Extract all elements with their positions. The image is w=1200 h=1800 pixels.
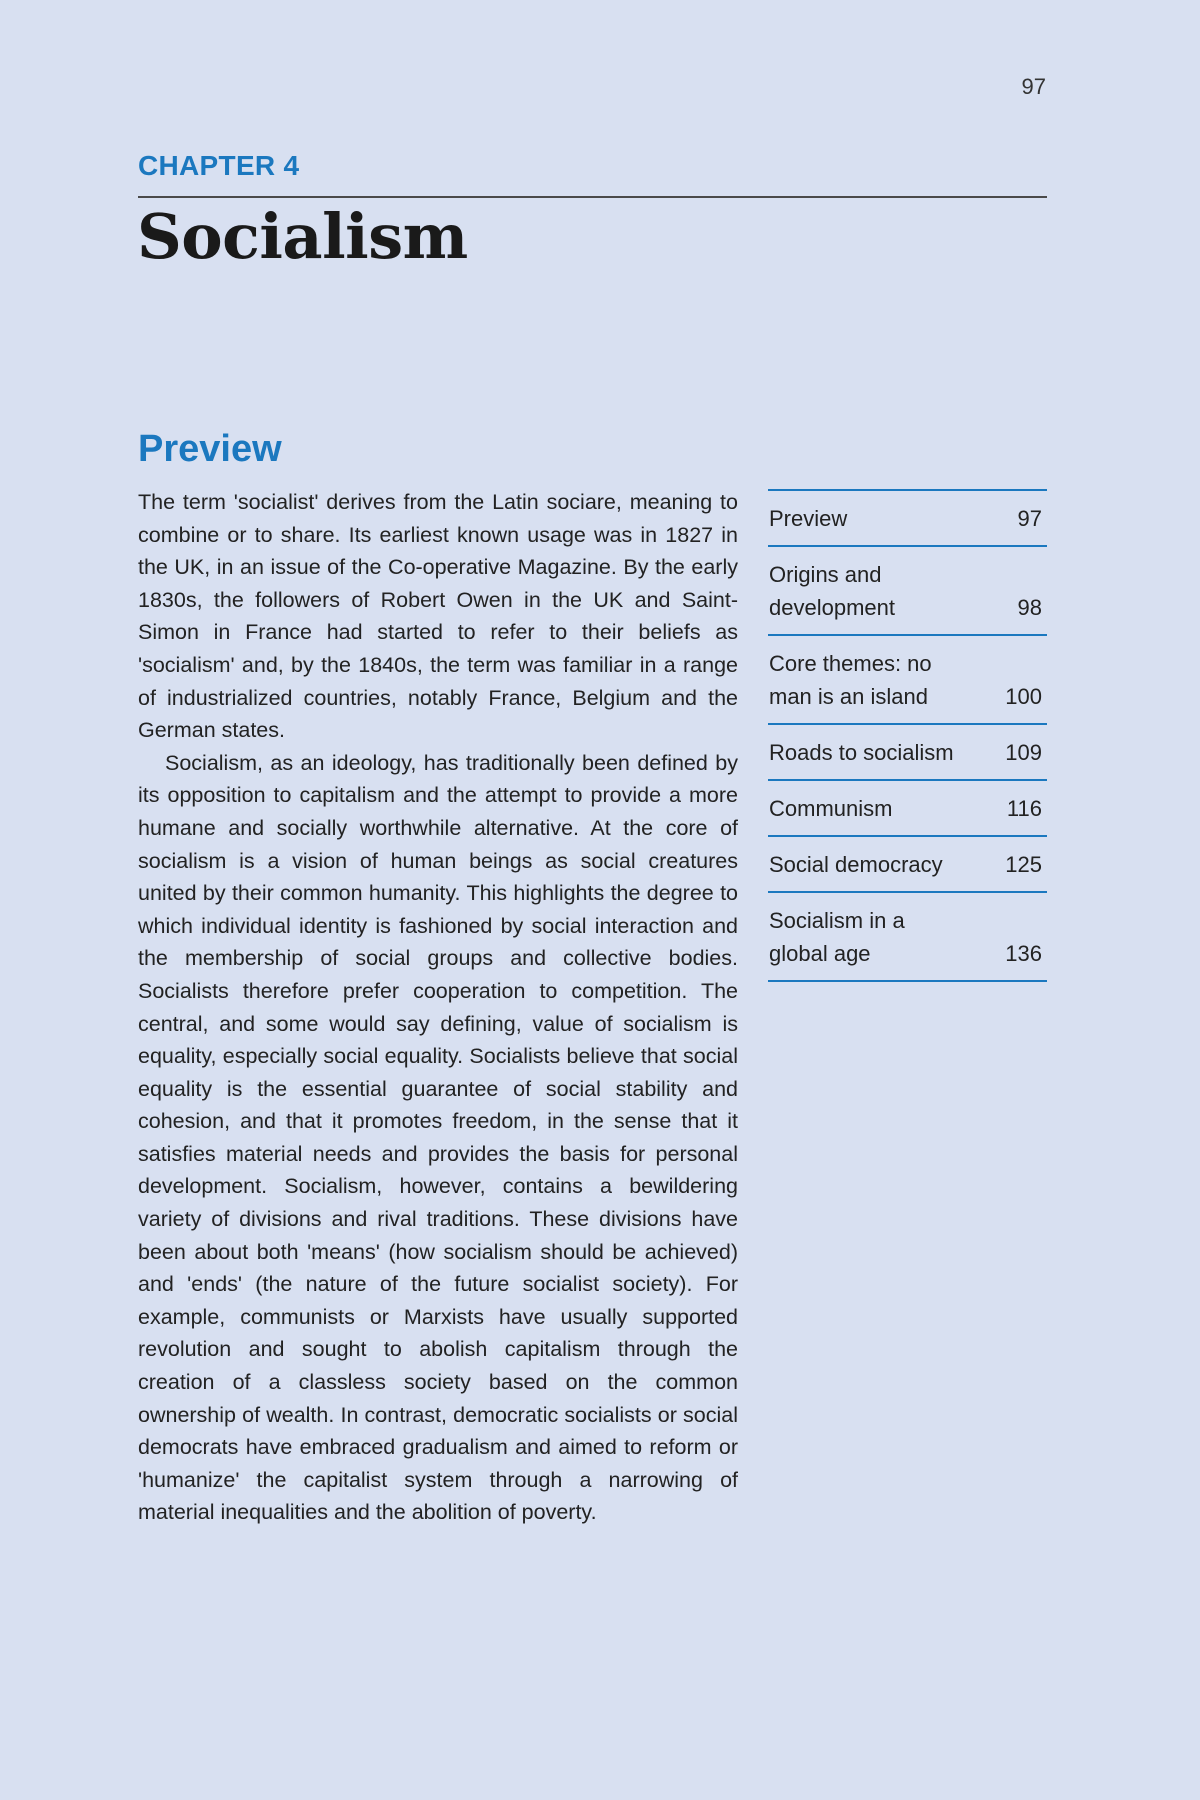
contents-entry-page: 125	[1005, 852, 1042, 877]
chapter-title: Socialism	[137, 200, 468, 273]
contents-entry-social-democracy[interactable]	[768, 837, 1047, 893]
contents-entry-core-themes[interactable]	[768, 636, 1047, 725]
contents-entry-title: Communism	[769, 796, 893, 821]
preview-body	[138, 486, 738, 1529]
contents-entry-title: Preview	[769, 506, 848, 531]
chapter-label: CHAPTER 4	[138, 150, 300, 181]
preview-paragraph-2: Socialism, as an ideology, has traditionally been defined by its opposition to capitalism and the attempt to provide a more humane and socially worthwhile alternative. At the core of socialism is a vision of human beings as social creatures united by their common humanity. This highlights the degree to which individual identity is fashioned by social interaction and the membership of social groups and collective bodies. Socialists therefore prefer cooperation to competition. The central, and some would say defining, value of socialism is equality, especially social equality. Socialists believe that social equality is the essential guarantee of social stability and cohesion, and that it promotes freedom, in the sense that it satisfies material needs and provides the basis for personal development. Socialism, however, contains a bewildering variety of divisions and rival traditions. These divisions have been about both 'means' (how socialism should be achieved) and 'ends' (the nature of the future socialist society). For example, communists or Marxists have usually supported revolution and sought to abolish capitalism through the creation of a classless society based on the common ownership of wealth. In contrast, democratic socialists or social democrats have embraced gradualism and aimed to reform or 'humanize' the capitalist system through a narrowing of material inequalities and the abolition of poverty.	[138, 750, 738, 1525]
contents-entry-page: 97	[1017, 506, 1042, 531]
contents-entry-communism[interactable]	[768, 781, 1047, 837]
preview-paragraph-1: The term 'socialist' derives from the Latin sociare, meaning to combine or to share. Its earliest known usage was in 1827 in the UK, in an issue of the Co-operative Magazine. By the early 1830s, the followers of Robert Owen in the UK and Saint-Simon in France had started to refer to their beliefs as 'socialism' and, by the 1840s, the term was familiar in a range of industrialized countries, notably France, Belgium and the German states.	[138, 490, 738, 743]
contents-entry-origins[interactable]	[768, 547, 1047, 636]
contents-entry-preview[interactable]	[768, 491, 1047, 547]
contents-entry-title: Origins and development	[769, 562, 895, 620]
contents-entry-title: Socialism in a global age	[769, 908, 905, 966]
contents-entry-title: Roads to socialism	[769, 740, 954, 765]
contents-entry-title: Social democracy	[769, 852, 943, 877]
contents-entry-page: 136	[1005, 941, 1042, 966]
preview-heading: Preview	[138, 428, 282, 470]
contents-entry-page: 116	[1006, 796, 1042, 821]
contents-entry-page: 98	[1017, 595, 1042, 620]
contents-entry-title: Core themes: no man is an island	[769, 651, 932, 709]
contents-entry-page: 109	[1005, 740, 1042, 765]
chapter-divider	[138, 196, 1047, 198]
page-number: 97	[1021, 74, 1046, 99]
contents-entry-page: 100	[1005, 684, 1042, 709]
contents-entry-roads[interactable]	[768, 725, 1047, 781]
contents-entry-global-age[interactable]	[768, 893, 1047, 982]
chapter-contents	[768, 489, 1047, 982]
